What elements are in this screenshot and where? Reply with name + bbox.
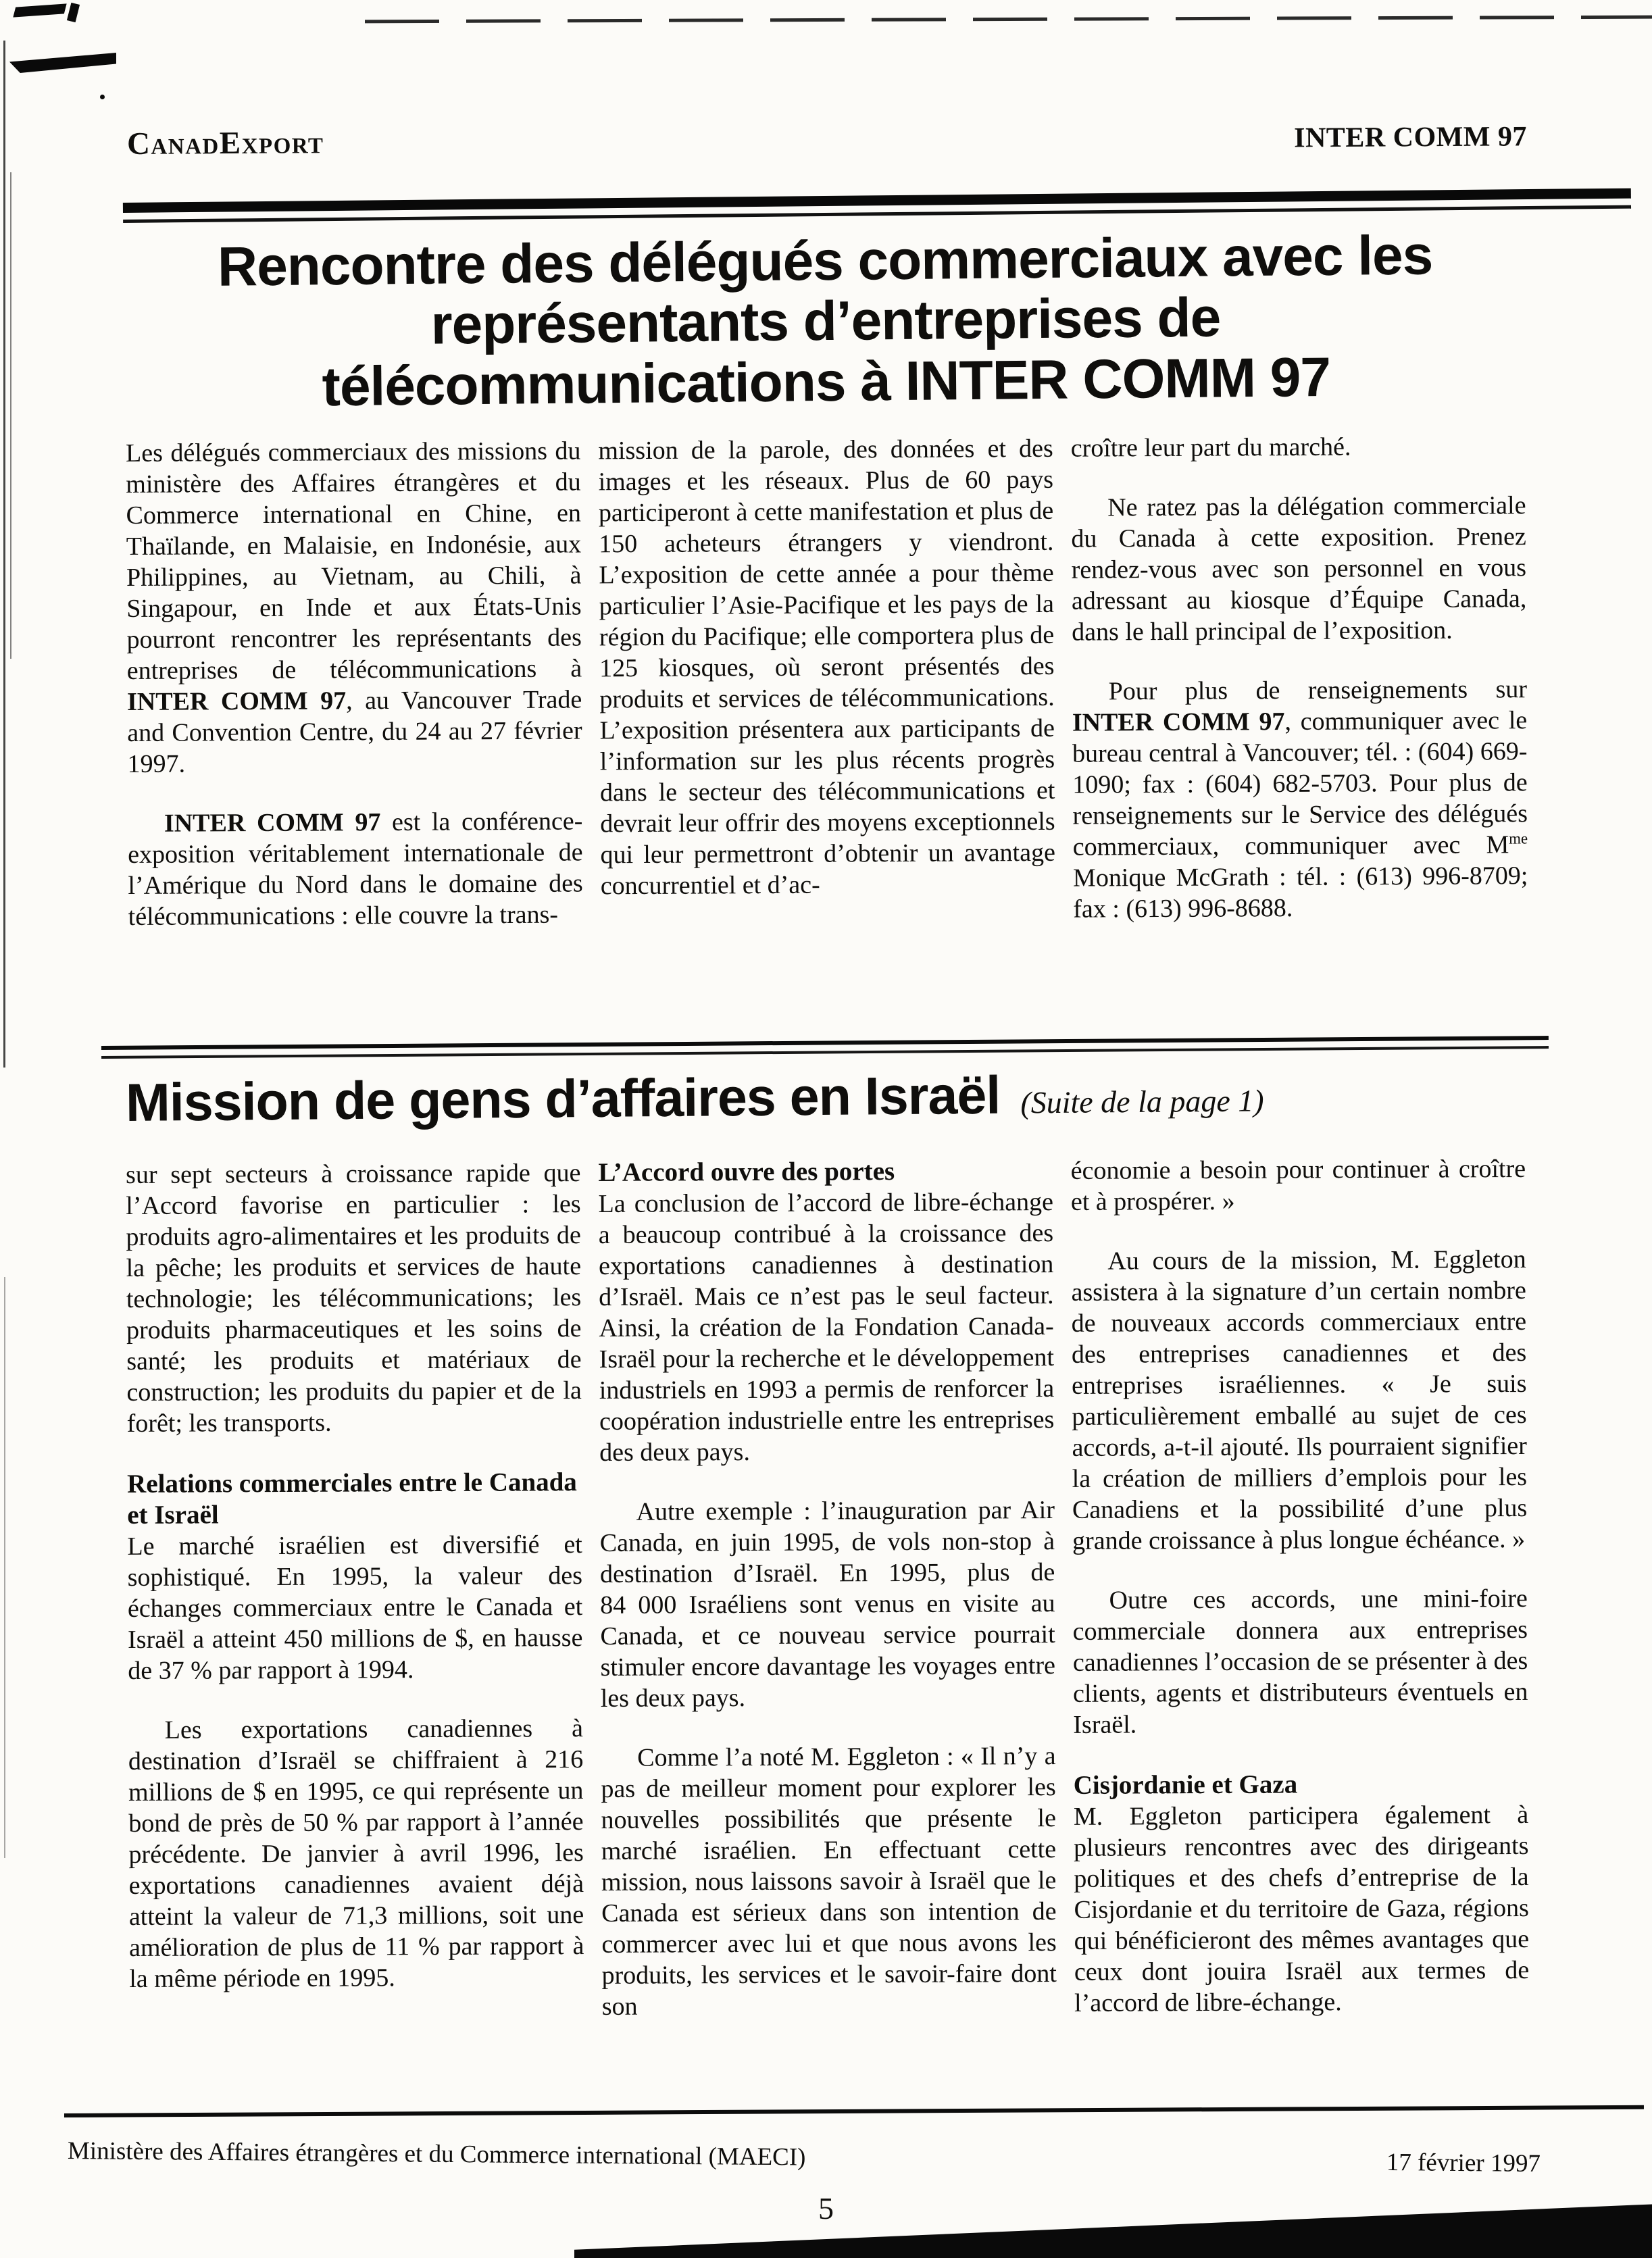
article1-title bbox=[125, 224, 1526, 419]
subhead-accord-ouvre-des-portes: L’Accord ouvre des portes bbox=[598, 1157, 895, 1187]
article1-column-1 bbox=[126, 435, 583, 932]
footer-ministry: Ministère des Affaires étrangères et du Commerce international (MAECI) bbox=[67, 2137, 806, 2172]
paragraph: économie a besoin pour continuer à croître et à prospérer. » bbox=[1070, 1154, 1526, 1216]
article2-column-1 bbox=[126, 1157, 584, 2024]
scan-edge-dashes bbox=[365, 16, 1652, 24]
subhead-relations-commerciales: Relations commerciales entre le Canada et Israël bbox=[127, 1467, 577, 1530]
article1-body bbox=[126, 430, 1528, 932]
footer-rule bbox=[64, 2105, 1644, 2117]
article2-headline: Mission de gens d’affaires en Israël bbox=[125, 1064, 1001, 1132]
paragraph: Les exportations canadiennes à destination d’Israël se chiffraient à 216 millions de $ en 1995, ce qui représente un bond de près de 50 % par rapport à l’année précédente. De janvier à avril 1996, les exportations canadiennes avaient déjà atteint la valeur de 71,3 millions, soit une amélioration de plus de 11 % par rapport à la même période en 1995. bbox=[128, 1714, 584, 1993]
scan-edge-line bbox=[10, 172, 11, 659]
masthead-title: CanadExport bbox=[126, 125, 324, 161]
article2-column-2 bbox=[598, 1155, 1057, 2022]
subhead-cisjordanie-et-gaza: Cisjordanie et Gaza bbox=[1073, 1770, 1298, 1800]
article1-column-3 bbox=[1071, 430, 1528, 928]
paragraph: Pour plus de renseignements sur INTER COMM 97, communiquer avec le bureau central à Vancouver; tél. : (604) 669-1090; fax : (604) 682-5703. Pour plus de renseignements sur le Service des délégués commerciaux, communiquer avec $M^{me}$ Monique McGrath : tél. : (613) 996-8709; fax : (613) 996-8688. bbox=[1072, 675, 1528, 924]
paragraph: Comme l’a noté M. Eggleton : « Il n’y a pas de meilleur moment pour explorer les nouvelles possibilités que présente le marché israélien. En effectuant cette mission, nous laissons savoir à Israël que le Canada est sérieux dans son intention de commercer avec lui et que nous avons les produits, les services et le savoir-faire dont son bbox=[601, 1742, 1057, 2021]
scan-smudge bbox=[9, 53, 116, 73]
paragraph: sur sept secteurs à croissance rapide que l’Accord favorise en particulier : les produits agro-alimentaires et les produits de la pêche; les produits et services de haute technologie; les télécommunications; les produits pharmaceutiques et les soins de santé; les produits et matériaux de construction; les produits du papier et de la forêt; les transports. bbox=[126, 1159, 582, 1438]
article1-title-line: télécommunications à INTER COMM 97 bbox=[322, 346, 1331, 418]
scan-smudge bbox=[13, 3, 66, 17]
paragraph: M. Eggleton participera également à plusieurs rencontres avec des dirigeants politiques et des chefs d’entreprise de la Cisjordanie et du territoire de Gaza, régions qui bénéficieront des mêmes avantages que ceux dont jouira Israël aux termes de l’accord de libre-échange. bbox=[1073, 1800, 1530, 2017]
paragraph: Ne ratez pas la délégation commerciale du Canada à cette exposition. Prenez rendez-vous avec son personnel en vous adressant au kiosque d’Équipe Canada, dans le hall principal de l’exposition. bbox=[1071, 491, 1527, 647]
paragraph: croître leur part du marché. bbox=[1070, 432, 1351, 463]
article1-title-line: représentants d’entreprises de bbox=[430, 286, 1221, 357]
page-footer bbox=[68, 2136, 1541, 2178]
paragraph: Le marché israélien est diversifié et sophistiqué. En 1995, la valeur des échanges commerciaux entre le Canada et Israël a atteint 450 millions de $, en hausse de 37 % par rapport à 1994. bbox=[127, 1530, 583, 1685]
header-section-title: INTER COMM 97 bbox=[1294, 121, 1528, 154]
article-separator-rule bbox=[101, 1036, 1549, 1059]
page-number: 5 bbox=[818, 2191, 834, 2226]
footer-date: 17 février 1997 bbox=[1386, 2149, 1541, 2178]
scan-smudge bbox=[100, 95, 105, 99]
paragraph: Au cours de la mission, M. Eggleton assistera à la signature d’un certain nombre de nouveaux accords commerciaux entre des entreprises canadiennes et des entreprises israéliennes. « Je suis particulièrement emballé au sujet de ces accords, a-t-il ajouté. Ils pourraient signifier la création de milliers d’emplois pour les Canadiens et la possibilité d’une plus grande croissance à plus longue échéance. » bbox=[1071, 1245, 1528, 1555]
paragraph: La conclusion de l’accord de libre-échange a beaucoup contribué à la croissance des exportations canadiennes à destination d’Israël. Mais ce n’est pas le seul facteur. Ainsi, la création de la Fondation Canada-Israël pour la recherche et le développement industriels en 1993 a permis de renforcer la coopération industrielle entre les entreprises des deux pays. bbox=[598, 1188, 1055, 1467]
paragraph: Outre ces accords, une mini-foire commerciale donnera aux entreprises canadiennes l’occasion de se présenter à des clients, agents et distributeurs éventuels en Israël. bbox=[1072, 1584, 1528, 1739]
article2-body bbox=[126, 1153, 1530, 2024]
scan-edge-line bbox=[4, 1277, 5, 1858]
scan-edge-line bbox=[3, 41, 5, 1068]
article1-column-2 bbox=[598, 433, 1055, 930]
paragraph: mission de la parole, des données et des images et les réseaux. Plus de 60 pays participeront à cette manifestation et plus de 150 acheteurs étrangers y viendront. L’exposition de cette année a pour thème particulier l’Asie-Pacifique et les pays de la région du Pacifique; elle comportera plus de 125 kiosques, où seront présentés des produits et services de télécommunications. L’exposition présentera aux participants de l’information sur les plus récents progrès dans le secteur des télécommunications et devrait leur offrir des moyens exceptionnels qui leur permettront d’obtenir un avantage concurrentiel et d’ac- bbox=[598, 434, 1055, 901]
article1-title-line: Rencontre des délégués commerciaux avec les bbox=[217, 224, 1433, 298]
continuation-note: (Suite de la page 1) bbox=[1020, 1083, 1264, 1120]
scan-smudge bbox=[67, 3, 80, 22]
page-header bbox=[127, 117, 1527, 162]
article2-headline-row bbox=[126, 1059, 1526, 1134]
paragraph: Autre exemple : l’inauguration par Air Canada, en juin 1995, de vols non-stop à destination d’Israël. En 1995, plus de 84 000 Israéliens sont venus en visite au Canada, et ce nouveau service pourrait stimuler encore davantage les voyages entre les deux pays. bbox=[599, 1496, 1056, 1713]
header-rule bbox=[123, 189, 1631, 223]
article2-column-3 bbox=[1071, 1153, 1530, 2020]
paragraph: INTER COMM 97 est la conférence-exposition véritablement internationale de l’Amérique du Nord dans le domaine des télécommunications : elle couvre la trans- bbox=[128, 807, 583, 931]
paragraph: Les délégués commerciaux des missions du ministère des Affaires étrangères et du Commerce international en Chine, en Thaïlande, en Malaisie, en Indonésie, aux Philippines, au Vietnam, au Chili, à Singapour, en Inde et aux États-Unis pourront rencontrer les représentants des entreprises de télécommunications à INTER COMM 97, au Vancouver Trade and Convention Centre, du 24 au 27 février 1997. bbox=[126, 436, 582, 778]
